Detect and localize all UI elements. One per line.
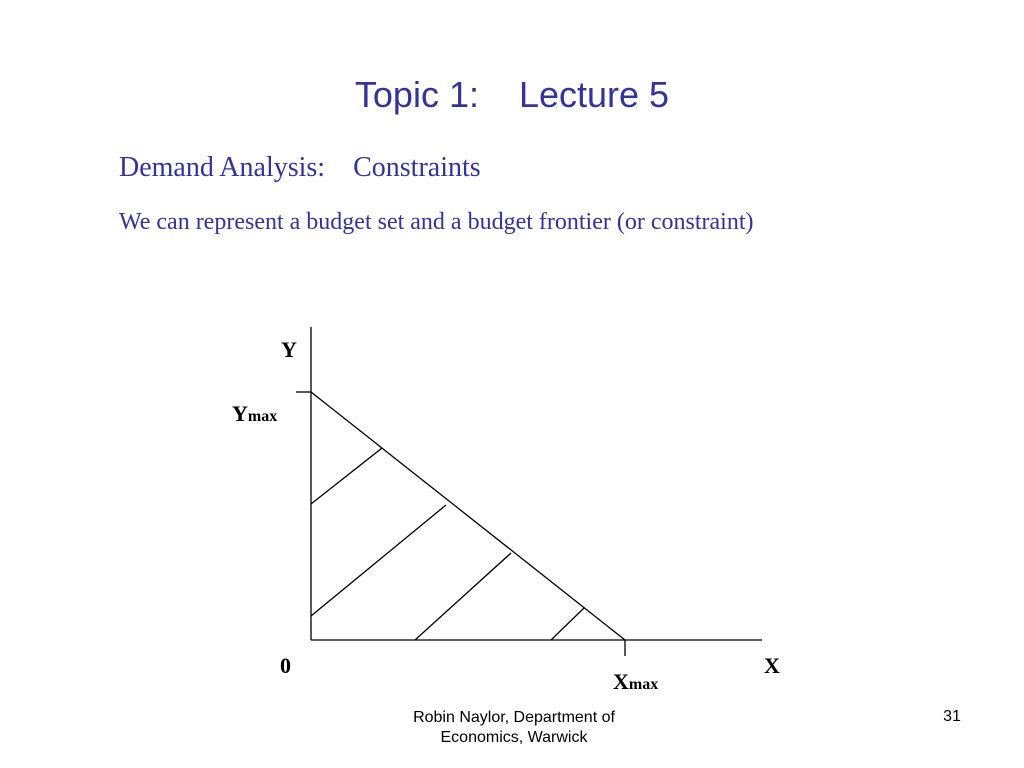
x-max-label-sub: max xyxy=(628,676,659,693)
page-number: 31 xyxy=(943,708,961,725)
footer-author-line-2: Economics, Warwick xyxy=(440,729,588,746)
y-axis-label: Y xyxy=(281,337,297,362)
x-max-label xyxy=(613,671,658,693)
slide-body-text: We can represent a budget set and a budget frontier (or constraint) xyxy=(119,209,754,235)
budget-frontier-line xyxy=(311,392,625,640)
y-max-label xyxy=(232,403,277,425)
x-axis-label: X xyxy=(764,653,780,678)
y-max-label-main: Y xyxy=(232,401,248,426)
slide-subtitle: Demand Analysis: Constraints xyxy=(119,152,481,183)
footer-author xyxy=(374,708,654,748)
origin-label: 0 xyxy=(280,653,291,678)
y-max-label-sub: max xyxy=(247,408,278,425)
budget-set-hatch-line xyxy=(311,448,382,504)
budget-set-hatch-line xyxy=(415,553,511,640)
x-max-label-main: X xyxy=(613,669,629,694)
budget-set-hatch-line xyxy=(551,608,584,640)
footer-author-line-1: Robin Naylor, Department of xyxy=(413,709,615,726)
budget-set-hatch-line xyxy=(311,505,446,616)
slide-title: Topic 1: Lecture 5 xyxy=(354,74,670,115)
